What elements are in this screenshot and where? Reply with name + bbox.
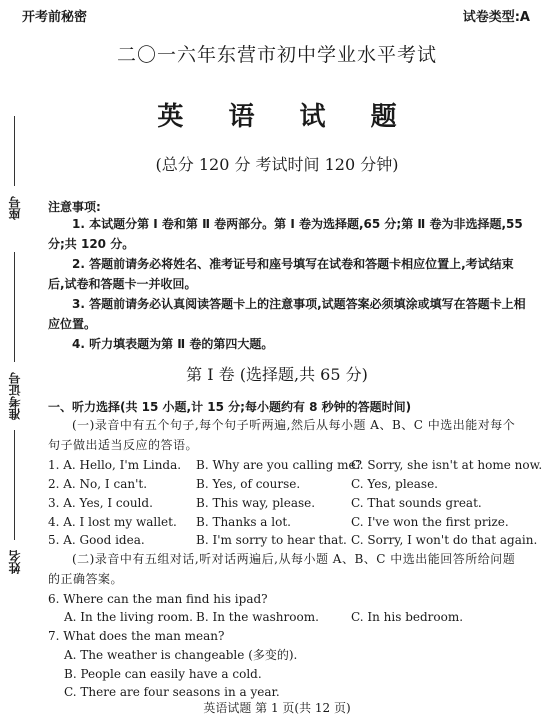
listening-instructions-1: (一)录音中有五个句子,每个句子听两遍,然后从每小题 A、B、C 中选出能对每个句子做出适当反应的答语。 (48, 418, 516, 452)
option-c: C. That sounds great. (351, 496, 482, 510)
note-item: 4. 听力填表题为第 Ⅱ 卷的第四大题。 (72, 337, 274, 351)
side-name-field (6, 550, 24, 574)
option-c: C. Sorry, I won't do that again. (351, 533, 538, 547)
listening-heading: 一、听力选择(共 15 小题,计 15 分;每小题约有 8 秒钟的答题时间) (48, 400, 412, 414)
option-b: B. Thanks a lot. (196, 515, 291, 529)
question-6-options (64, 607, 534, 627)
page-footer: 英语试题 第 1 页(共 12 页) (203, 701, 351, 715)
side-line (14, 430, 15, 540)
option-b: B. I'm sorry to hear that. (196, 533, 347, 547)
question-row (48, 455, 543, 475)
option-c: C. I've won the first prize. (351, 515, 509, 529)
question-row (48, 493, 538, 513)
side-seat-field (6, 196, 24, 220)
name-label: 姓名 (8, 550, 22, 574)
note-item: 1. 本试题分第 Ⅰ 卷和第 Ⅱ 卷两部分。第 Ⅰ 卷为选择题,65 分;第 Ⅱ 卷为非选择题,55 分;共 120 分。 (48, 217, 523, 251)
question-row (48, 512, 538, 532)
subject-title: 英 语 试 题 (157, 102, 415, 132)
option-a: 4. A. I lost my wallet. (48, 515, 177, 529)
exam-title: 二〇一六年东营市初中学业水平考试 (116, 44, 437, 66)
listening-instructions-2: (二)录音中有五组对话,听对话两遍后,从每小题 A、B、C 中选出能回答所给问题的正确答案。 (48, 552, 516, 586)
option-a: 1. A. Hello, I'm Linda. (48, 458, 182, 472)
question-row (48, 474, 538, 494)
notes-list (48, 214, 526, 354)
note-item: 2. 答题前请务必将姓名、准考证号和座号填写在试卷和答题卡相应位置上,考试结束后,试卷和答题卡一并收回。 (48, 257, 514, 291)
option-a: 3. A. Yes, I could. (48, 496, 153, 510)
part-one-title: 第 Ⅰ 卷 (选择题,共 65 分) (186, 365, 368, 384)
question-row (48, 530, 538, 550)
note-item: 3. 答题前请务必认真阅读答题卡上的注意事项,试题答案必须填涂或填写在答题卡上相应位置。 (48, 297, 526, 331)
option-a: 2. A. No, I can't. (48, 477, 148, 491)
option-c: C. In his bedroom. (351, 610, 464, 624)
option-b: B. In the washroom. (196, 610, 319, 624)
option-b: B. This way, please. (196, 496, 316, 510)
option-c: C. Sorry, she isn't at home now. (351, 458, 543, 472)
option-b: B. Yes, of course. (196, 477, 301, 491)
option-a: A. In the living room. (64, 610, 193, 624)
option-c: C. Yes, please. (351, 477, 438, 491)
question-6: 6. Where can the man find his ipad? (48, 592, 268, 606)
score-time-info: (总分 120 分 考试时间 120 分钟) (155, 155, 399, 174)
option-b: B. People can easily have a cold. (64, 667, 262, 681)
option-a: A. The weather is changeable (多变的). (64, 648, 298, 662)
side-line (14, 252, 15, 362)
option-c: C. There are four seasons in a year. (64, 685, 280, 699)
confidential-label: 开考前秘密 (22, 10, 88, 25)
question-7: 7. What does the man mean? (48, 629, 225, 643)
option-a: 5. A. Good idea. (48, 533, 145, 547)
side-line (14, 116, 15, 186)
notes-heading: 注意事项: (48, 200, 101, 214)
exam-no-label: 准考证号 (8, 372, 22, 420)
paper-type-label: 试卷类型:A (462, 10, 530, 25)
seat-label: 座号 (8, 196, 22, 220)
option-b: B. Why are you calling me? (196, 458, 362, 472)
